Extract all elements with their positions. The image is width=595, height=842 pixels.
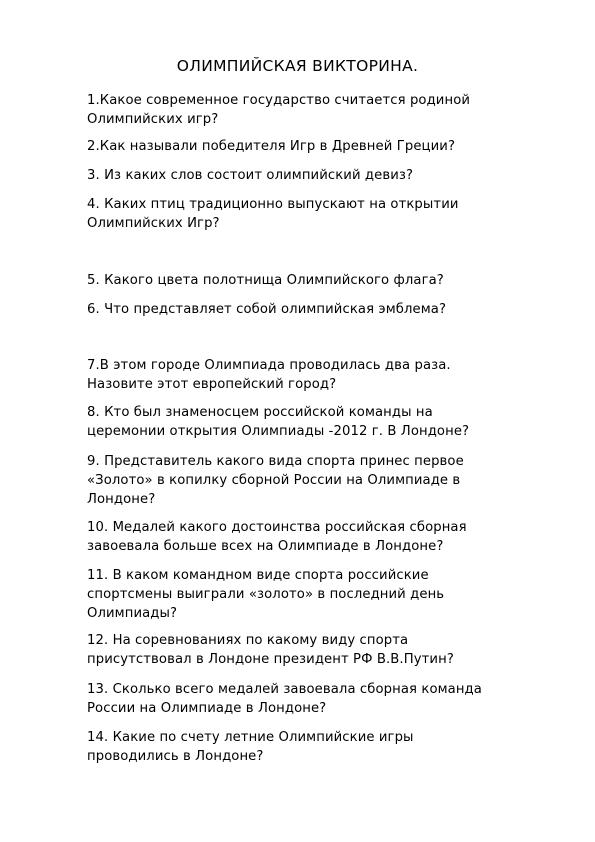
question-5	[87, 271, 557, 290]
question-2	[87, 137, 557, 156]
question-4	[87, 195, 557, 233]
question-line: присутствовал в Лондоне президент РФ В.В.Путин?	[87, 652, 454, 667]
question-line: Назовите этот европейский город?	[87, 377, 337, 392]
question-line: 14. Какие по счету летние Олимпийские игры	[87, 730, 414, 745]
question-line: Олимпийских игр?	[87, 112, 219, 127]
question-line: 7.В этом городе Олимпиада проводилась два раза.	[87, 358, 451, 373]
question-line: 3. Из каких слов состоит олимпийский девиз?	[87, 168, 414, 183]
question-12	[87, 631, 557, 669]
question-line: «Золото» в копилку сборной России на Олимпиаде в	[87, 473, 461, 488]
question-13	[87, 680, 557, 718]
question-line: 6. Что представляет собой олимпийская эмблема?	[87, 302, 447, 317]
question-8	[87, 403, 557, 441]
question-line: 11. В каком командном виде спорта российские	[87, 568, 429, 583]
question-6	[87, 300, 557, 319]
question-line: 5. Какого цвета полотнища Олимпийского флага?	[87, 273, 444, 288]
question-line: Олимпиады?	[87, 606, 178, 621]
question-line: 2.Как называли победителя Игр в Древней Греции?	[87, 139, 456, 154]
question-line: спортсмены выиграли «золото» в последний день	[87, 587, 445, 602]
question-line: церемонии открытия Олимпиады -2012 г. В Лондоне?	[87, 424, 470, 439]
question-line: России на Олимпиаде в Лондоне?	[87, 701, 327, 716]
question-line: 9. Представитель какого вида спорта принес первое	[87, 454, 464, 469]
question-1	[87, 91, 557, 129]
question-11	[87, 566, 557, 623]
question-line: проводились в Лондоне?	[87, 749, 264, 764]
question-10	[87, 518, 557, 556]
question-line: Лондоне?	[87, 492, 156, 507]
question-3	[87, 166, 557, 185]
question-line: 12. На соревнованиях по какому виду спорта	[87, 633, 409, 648]
page-title: ОЛИМПИЙСКАЯ ВИКТОРИНА.	[176, 57, 419, 75]
question-line: 4. Каких птиц традиционно выпускают на открытии	[87, 197, 459, 212]
question-line: Олимпийских Игр?	[87, 216, 220, 231]
question-9	[87, 452, 557, 509]
question-line: завоевала больше всех на Олимпиаде в Лондоне?	[87, 539, 444, 554]
question-7	[87, 356, 557, 394]
question-line: 8. Кто был знаменосцем российской команды на	[87, 405, 433, 420]
question-line: 10. Медалей какого достоинства российская сборная	[87, 520, 467, 535]
question-line: 13. Сколько всего медалей завоевала сборная команда	[87, 682, 482, 697]
question-14	[87, 728, 557, 766]
question-line: 1.Какое современное государство считается родиной	[87, 93, 471, 108]
